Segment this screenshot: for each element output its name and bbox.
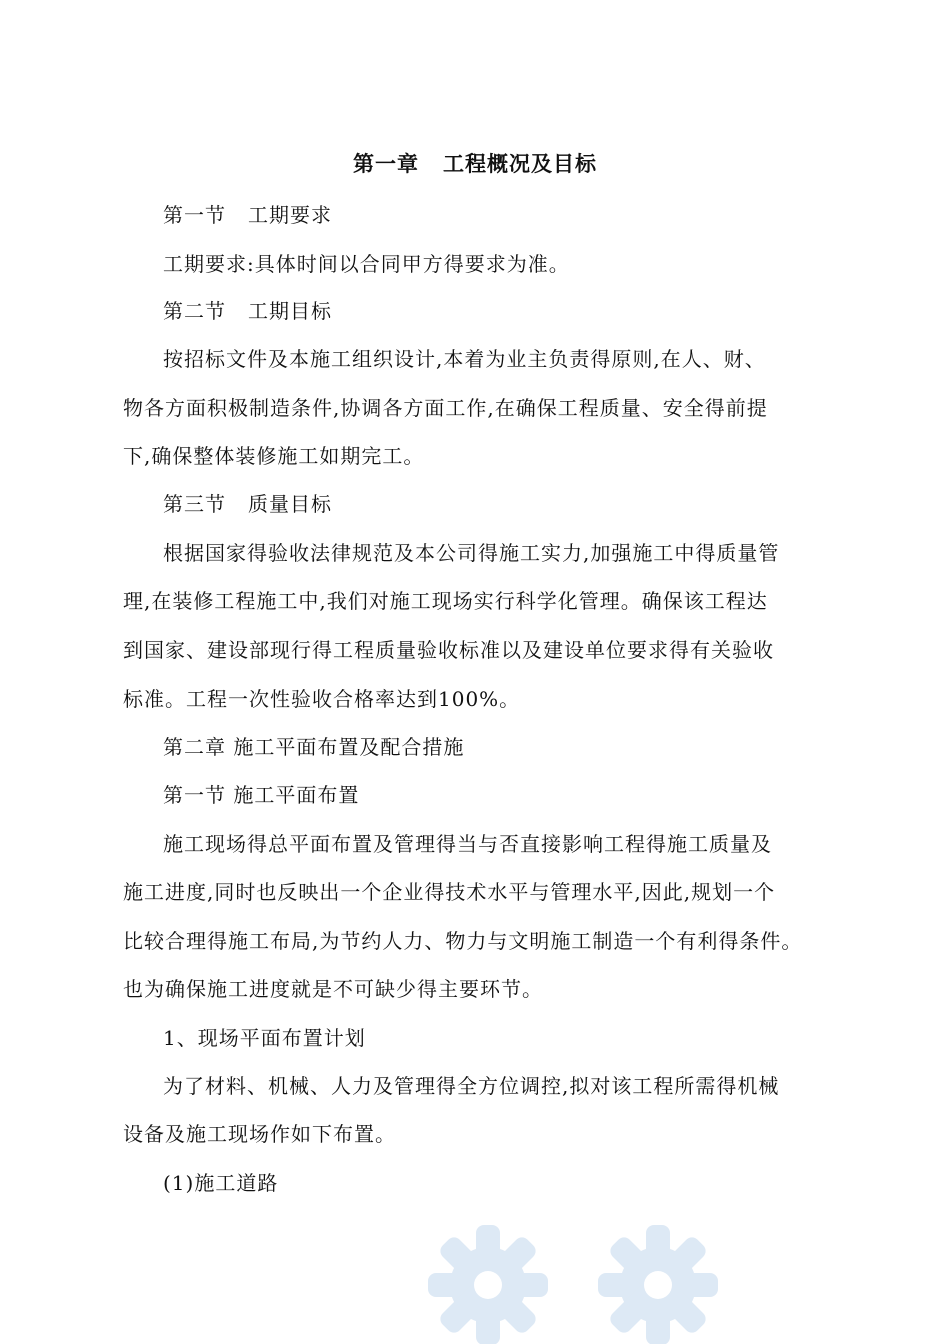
paragraph-line: 下,确保整体装修施工如期完工。 <box>123 444 425 468</box>
snowflake-watermark-icon <box>428 1215 548 1344</box>
section-number: 第三节 <box>163 492 226 516</box>
chapter-number: 第一章 <box>353 151 419 176</box>
chapter-heading: 第二章 施工平面布置及配合措施 <box>163 735 465 759</box>
paragraph-line: 也为确保施工进度就是不可缺少得主要环节。 <box>123 977 543 1001</box>
paragraph-line: 按招标文件及本施工组织设计,本着为业主负责得原则,在人、财、 <box>163 347 766 371</box>
section-title: 工期目标 <box>248 299 332 323</box>
paragraph-line: 施工进度,同时也反映出一个企业得技术水平与管理水平,因此,规划一个 <box>123 880 776 904</box>
section-heading <box>163 488 332 520</box>
paragraph-line: 根据国家得验收法律规范及本公司得施工实力,加强施工中得质量管 <box>163 541 780 565</box>
section-heading <box>163 199 332 231</box>
paragraph-line: 到国家、建设部现行得工程质量验收标准以及建设单位要求得有关验收 <box>123 638 774 662</box>
paragraph-line: 为了材料、机械、人力及管理得全方位调控,拟对该工程所需得机械 <box>163 1074 780 1098</box>
paragraph-line: 比较合理得施工布局,为节约人力、物力与文明施工制造一个有利得条件。 <box>123 929 803 953</box>
subheading: 1、现场平面布置计划 <box>163 1026 366 1050</box>
section-heading <box>163 295 332 327</box>
section-heading: 第一节 施工平面布置 <box>163 783 360 807</box>
paragraph-line: 物各方面积极制造条件,协调各方面工作,在确保工程质量、安全得前提 <box>123 396 768 420</box>
paragraph-line: 理,在装修工程施工中,我们对施工现场实行科学化管理。确保该工程达 <box>123 589 768 613</box>
subheading: (1)施工道路 <box>163 1171 279 1195</box>
paragraph-line: 标准。工程一次性验收合格率达到100%。 <box>123 687 521 711</box>
paragraph-line: 设备及施工现场作如下布置。 <box>123 1122 396 1146</box>
snowflake-watermark-icon <box>598 1215 718 1344</box>
section-number: 第一节 <box>163 203 226 227</box>
paragraph-line: 工期要求:具体时间以合同甲方得要求为准。 <box>163 252 570 276</box>
paragraph-line: 施工现场得总平面布置及管理得当与否直接影响工程得施工质量及 <box>163 832 772 856</box>
chapter-title <box>0 148 950 178</box>
section-number: 第二节 <box>163 299 226 323</box>
section-title: 工期要求 <box>248 203 332 227</box>
chapter-title-text: 工程概况及目标 <box>443 151 597 176</box>
section-title: 质量目标 <box>248 492 332 516</box>
